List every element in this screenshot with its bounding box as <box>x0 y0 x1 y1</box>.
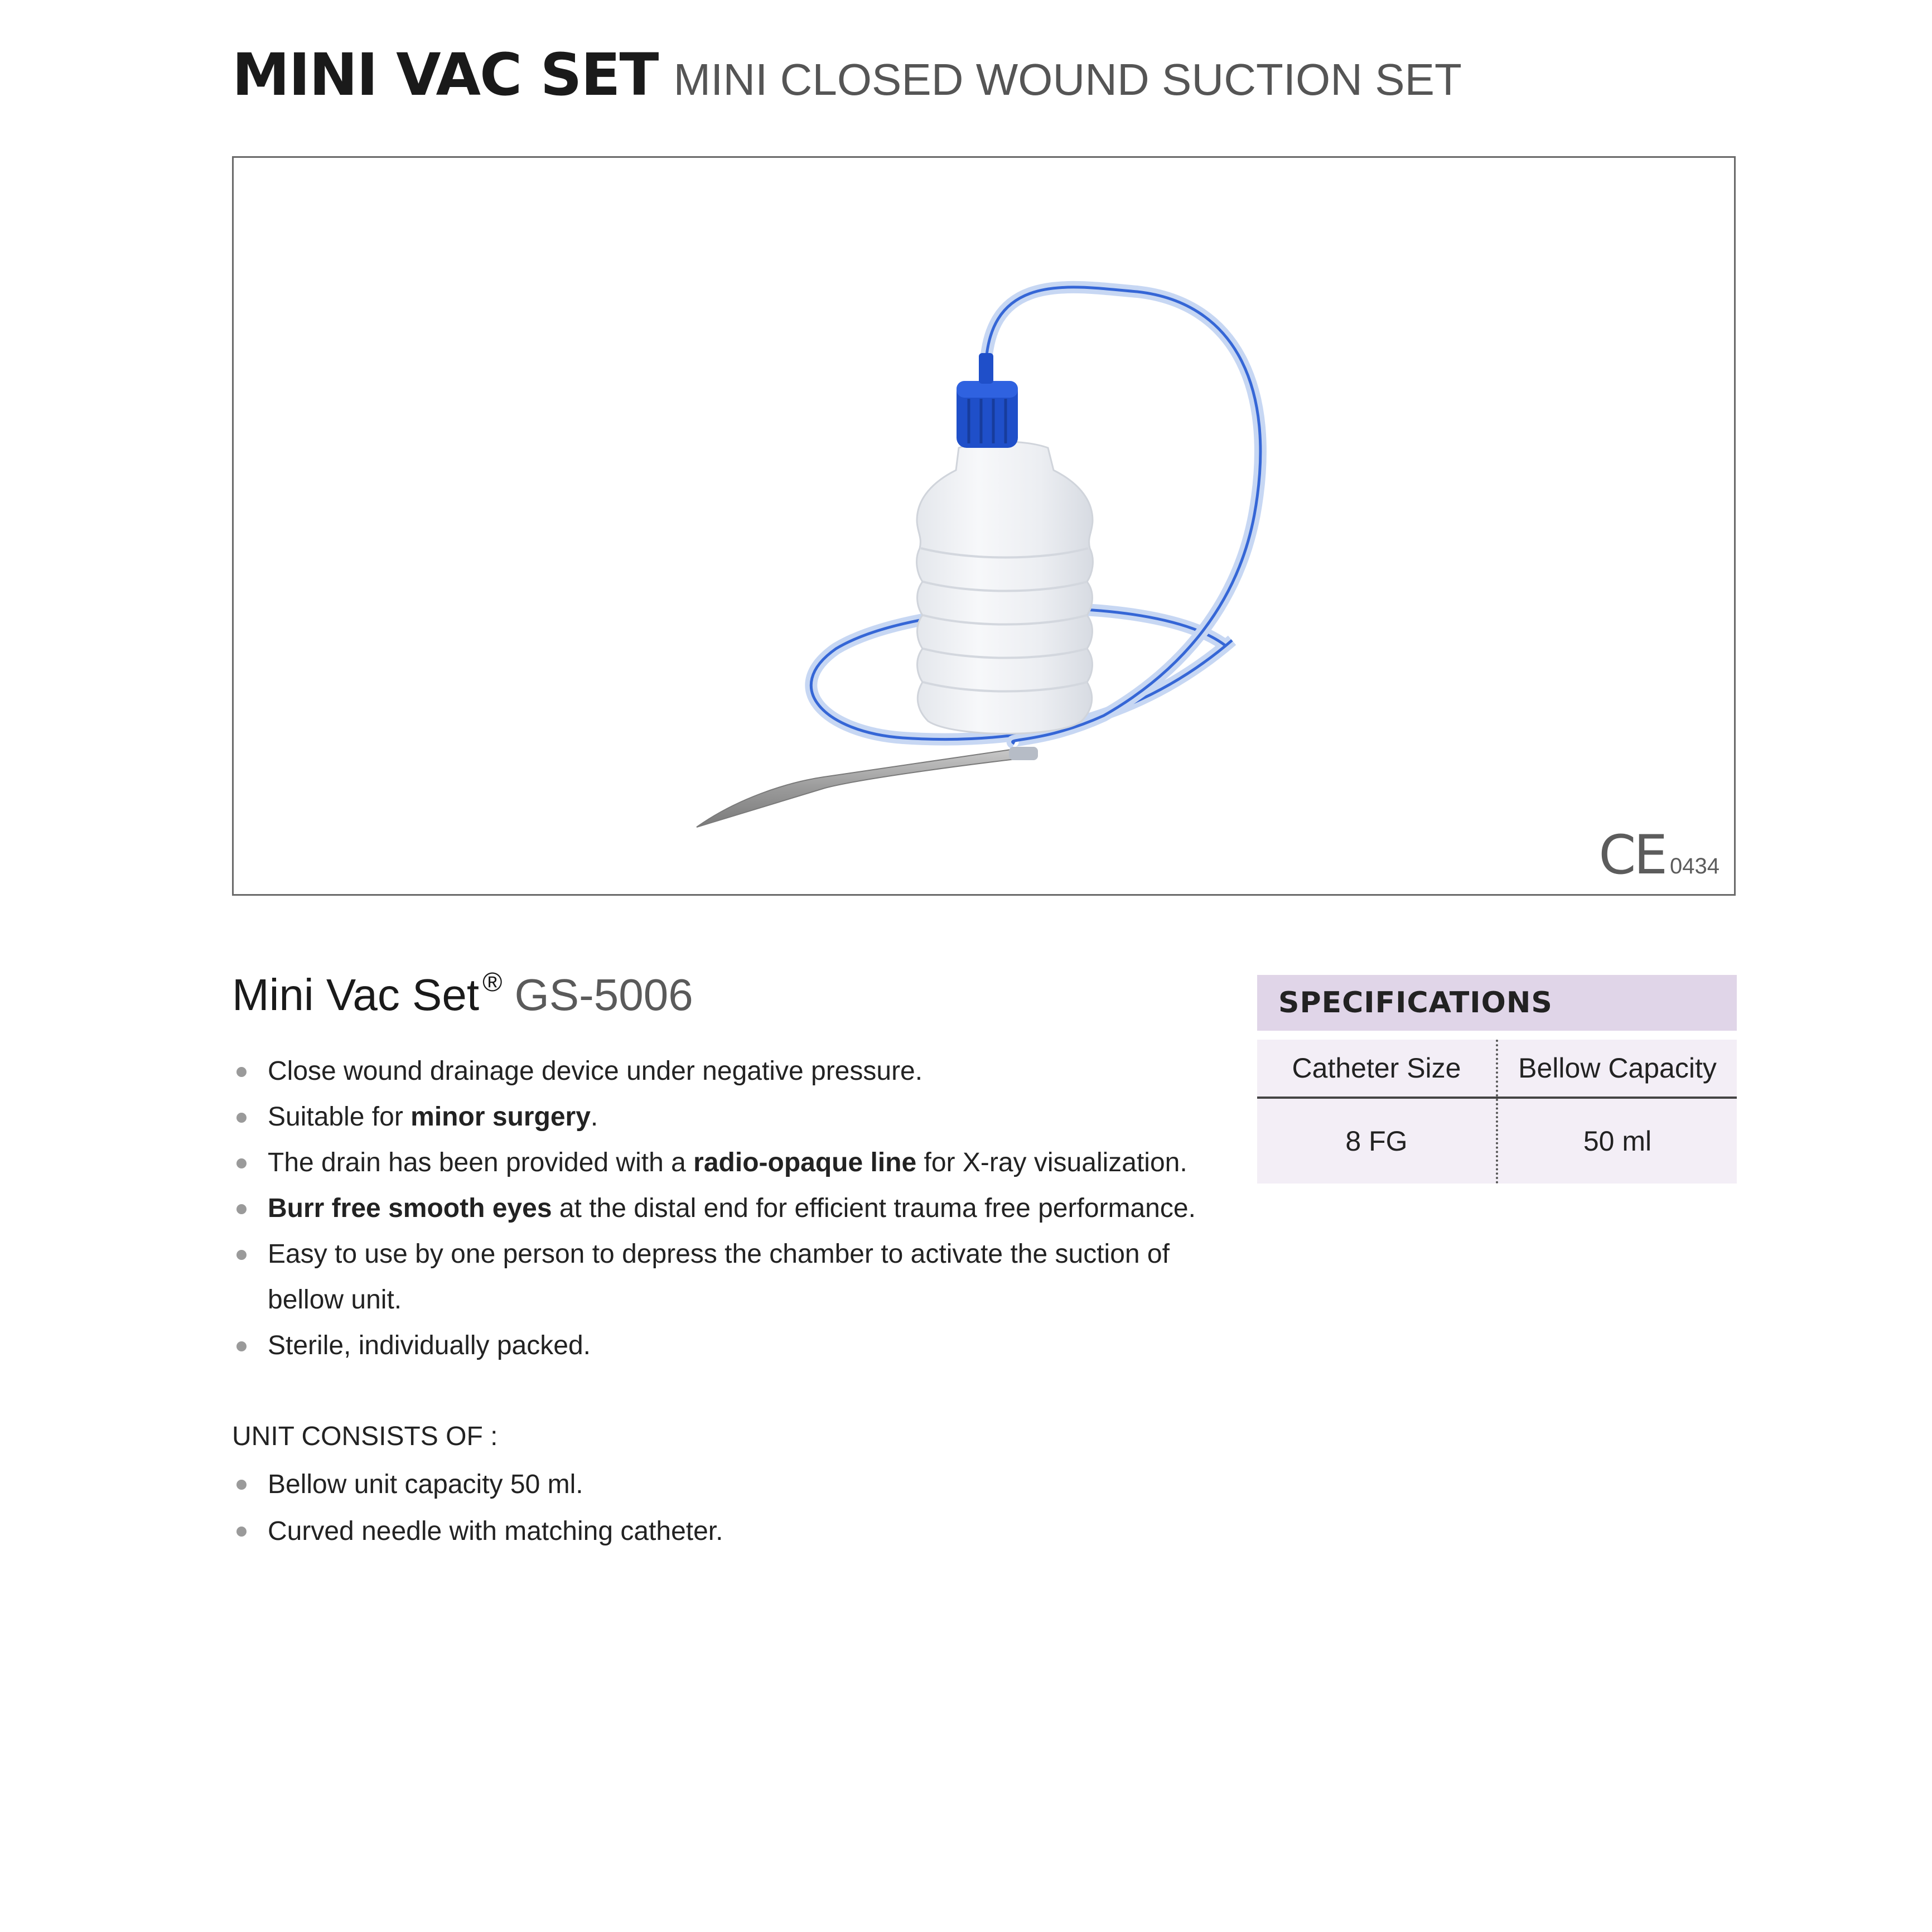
unit-item: Curved needle with matching catheter. <box>232 1508 1236 1555</box>
product-subtitle: MINI CLOSED WOUND SUCTION SET <box>673 55 1462 104</box>
ce-number: 0434 <box>1670 854 1720 878</box>
feature-item: Easy to use by one person to depress the chamber to activate the suction of bellow unit. <box>232 1231 1236 1323</box>
column-header-catheter-size: Catheter Size <box>1257 1040 1497 1098</box>
unit-item: Bellow unit capacity 50 ml. <box>232 1461 1236 1508</box>
unit-heading: UNIT CONSISTS OF : <box>232 1422 498 1451</box>
ce-letters: CE <box>1598 824 1666 886</box>
feature-item: Sterile, individually packed. <box>232 1323 1236 1369</box>
feature-list <box>232 1049 1236 1369</box>
bellow-capacity-value: 50 ml <box>1583 1126 1652 1157</box>
specifications-table <box>1257 1040 1737 1184</box>
registered-mark: ® <box>482 968 503 998</box>
product-heading <box>232 970 693 1020</box>
product-title: MINI VAC SET <box>232 41 658 109</box>
specifications-heading: SPECIFICATIONS <box>1257 975 1737 1031</box>
feature-item: Close wound drainage device under negative pressure. <box>232 1049 1236 1094</box>
column-header-bellow-capacity: Bellow Capacity <box>1497 1040 1737 1098</box>
ce-mark-icon <box>1598 824 1720 886</box>
product-code: GS-5006 <box>514 970 693 1020</box>
product-name: Mini Vac Set <box>232 970 480 1020</box>
page-title <box>232 41 1462 109</box>
catheter-size-value: 8 FG <box>1257 1098 1497 1184</box>
specifications-box <box>1257 975 1737 1184</box>
feature-item: Burr free smooth eyes at the distal end for efficient trauma free performance. <box>232 1186 1236 1231</box>
product-photo <box>232 156 1736 896</box>
suction-bellow-device-illustration <box>234 158 1734 894</box>
table-row <box>1257 1098 1737 1184</box>
feature-item: The drain has been provided with a radio-opaque line for X-ray visualization. <box>232 1140 1236 1186</box>
feature-item: Suitable for minor surgery. <box>232 1094 1236 1140</box>
unit-list <box>232 1461 1236 1555</box>
table-header-row <box>1257 1040 1737 1098</box>
